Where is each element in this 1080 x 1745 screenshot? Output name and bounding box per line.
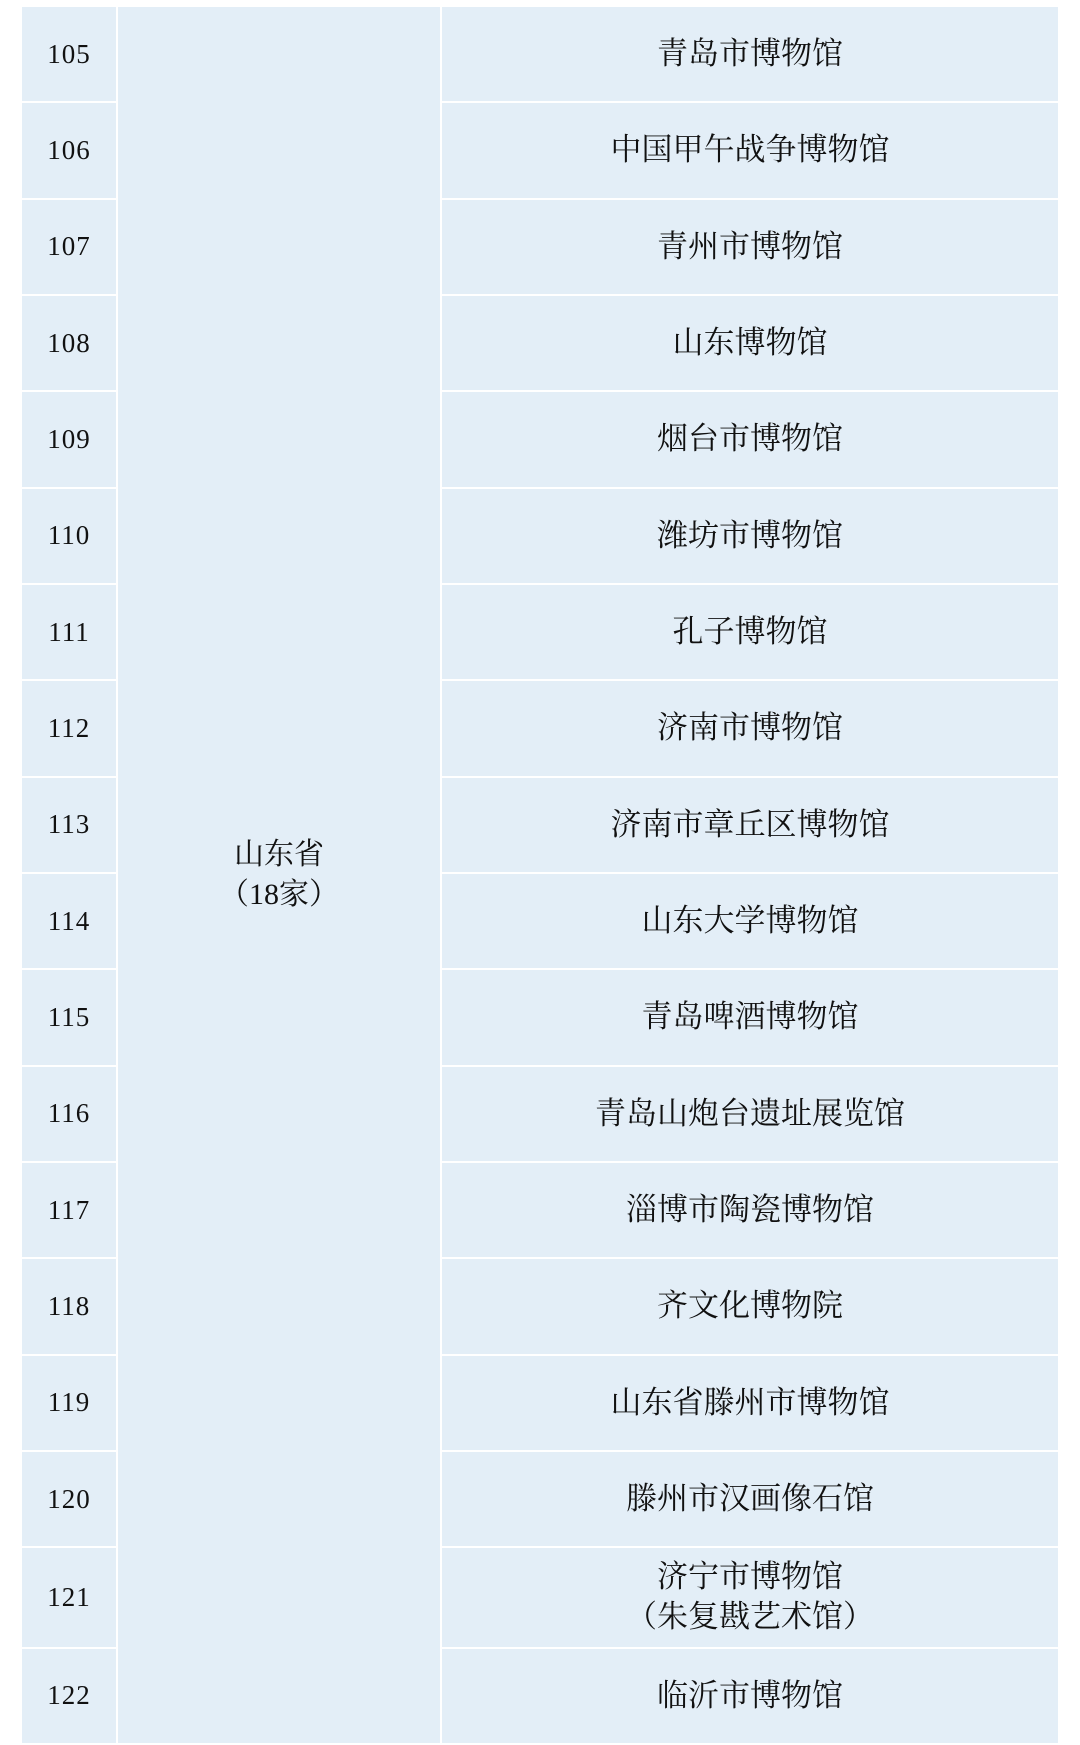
museum-name: 青州市博物馆 [441,199,1059,295]
row-index: 122 [21,1648,117,1744]
museum-name: 山东省滕州市博物馆 [441,1355,1059,1451]
museum-name: 中国甲午战争博物馆 [441,102,1059,198]
museum-name: 济南市章丘区博物馆 [441,777,1059,873]
row-index: 118 [21,1258,117,1354]
row-index: 109 [21,391,117,487]
row-index: 120 [21,1451,117,1547]
row-index: 108 [21,295,117,391]
province-count: （18家） [219,878,339,911]
row-index: 113 [21,777,117,873]
museum-name: 孔子博物馆 [441,584,1059,680]
row-index: 107 [21,199,117,295]
row-index: 119 [21,1355,117,1451]
museum-name: 淄博市陶瓷博物馆 [441,1162,1059,1258]
row-index: 121 [21,1547,117,1647]
museum-list-table [20,5,1060,1745]
row-index: 117 [21,1162,117,1258]
museum-name: 青岛市博物馆 [441,6,1059,102]
museum-name-line1: 济宁市博物馆 [657,1559,843,1595]
museum-name: 山东博物馆 [441,295,1059,391]
museum-name: 临沂市博物馆 [441,1648,1059,1744]
museum-name: 青岛山炮台遗址展览馆 [441,1066,1059,1162]
museum-name: 山东大学博物馆 [441,873,1059,969]
museum-name: 济南市博物馆 [441,680,1059,776]
row-index: 106 [21,102,117,198]
province-cell [117,6,441,1744]
row-index: 114 [21,873,117,969]
museum-name: 潍坊市博物馆 [441,488,1059,584]
row-index: 105 [21,6,117,102]
row-index: 115 [21,969,117,1065]
museum-name: 齐文化博物院 [441,1258,1059,1354]
province-name: 山东省 [234,837,324,871]
museum-name [441,1547,1059,1647]
row-index: 111 [21,584,117,680]
museum-name: 青岛啤酒博物馆 [441,969,1059,1065]
row-index: 116 [21,1066,117,1162]
table-row [21,6,1059,102]
row-index: 112 [21,680,117,776]
museum-name: 烟台市博物馆 [441,391,1059,487]
table-body [21,6,1059,1744]
museum-name: 滕州市汉画像石馆 [441,1451,1059,1547]
museum-name-line2: （朱复戡艺术馆） [626,1599,874,1635]
row-index: 110 [21,488,117,584]
